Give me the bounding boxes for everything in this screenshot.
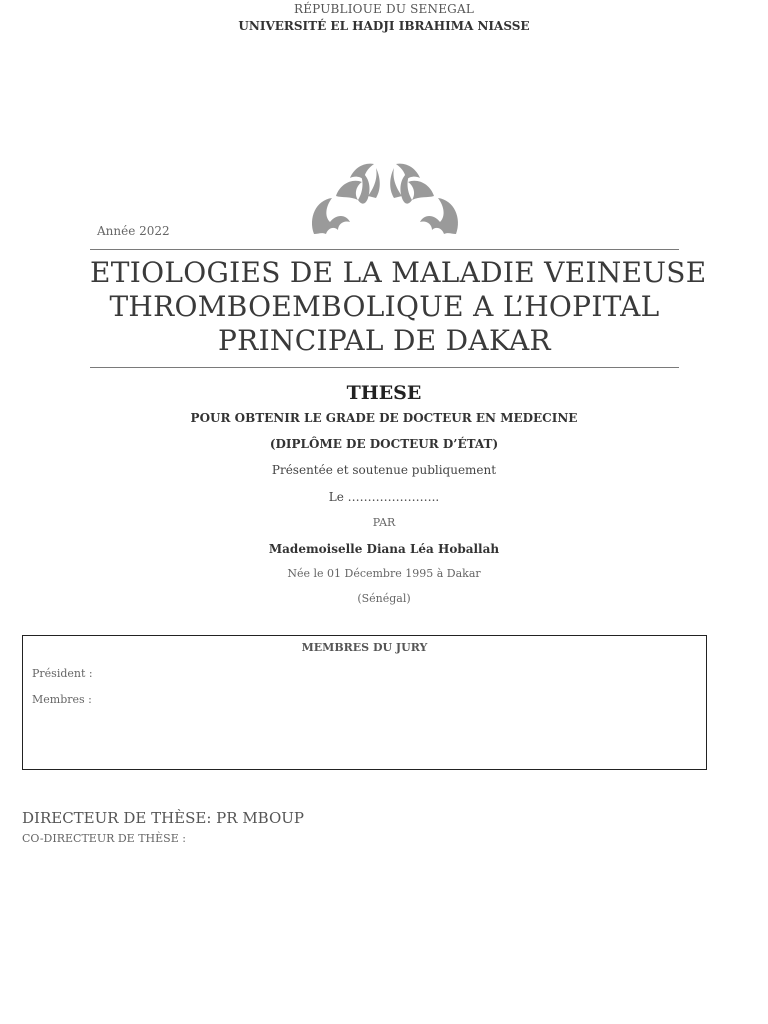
republic-header: RÉPUBLIOUE DU SENEGAL xyxy=(293,2,475,16)
thesis-codirector: CO-DIRECTEUR DE THÈSE : xyxy=(22,832,186,845)
thesis-title xyxy=(90,256,707,358)
title-bottom-rule xyxy=(90,367,679,368)
thesis-title-line: THROMBOEMBOLIQUE A L’HOPITAL xyxy=(109,290,660,323)
defense-date-placeholder: Le ………………….. xyxy=(328,490,440,504)
jury-members-label: Membres : xyxy=(32,693,92,706)
thesis-title-line: PRINCIPAL DE DAKAR xyxy=(218,324,551,357)
jury-members-box xyxy=(22,635,707,770)
thesis-label: THESE xyxy=(346,382,422,404)
floral-scroll-ornament-icon xyxy=(306,156,464,240)
degree-objective: POUR OBTENIR LE GRADE DE DOCTEUR EN MEDECINE xyxy=(190,411,578,425)
academic-year: Année 2022 xyxy=(97,224,170,238)
thesis-director: DIRECTEUR DE THÈSE: PR MBOUP xyxy=(22,809,305,827)
jury-president-label: Président : xyxy=(32,667,93,680)
thesis-title-line: ETIOLOGIES DE LA MALADIE VEINEUSE xyxy=(90,256,707,289)
title-top-rule xyxy=(90,249,679,250)
author-country: (Sénégal) xyxy=(357,592,411,605)
by-label: PAR xyxy=(372,516,396,529)
author-name: Mademoiselle Diana Léa Hoballah xyxy=(268,542,500,556)
presentation-statement: Présentée et soutenue publiquement xyxy=(271,463,497,477)
jury-title: MEMBRES DU JURY xyxy=(301,641,428,654)
diploma-name: (DIPLÔME DE DOCTEUR D’ÉTAT) xyxy=(269,437,499,451)
university-name: UNIVERSITÉ EL HADJI IBRAHIMA NIASSE xyxy=(238,19,530,33)
author-birth-info: Née le 01 Décembre 1995 à Dakar xyxy=(287,567,481,580)
